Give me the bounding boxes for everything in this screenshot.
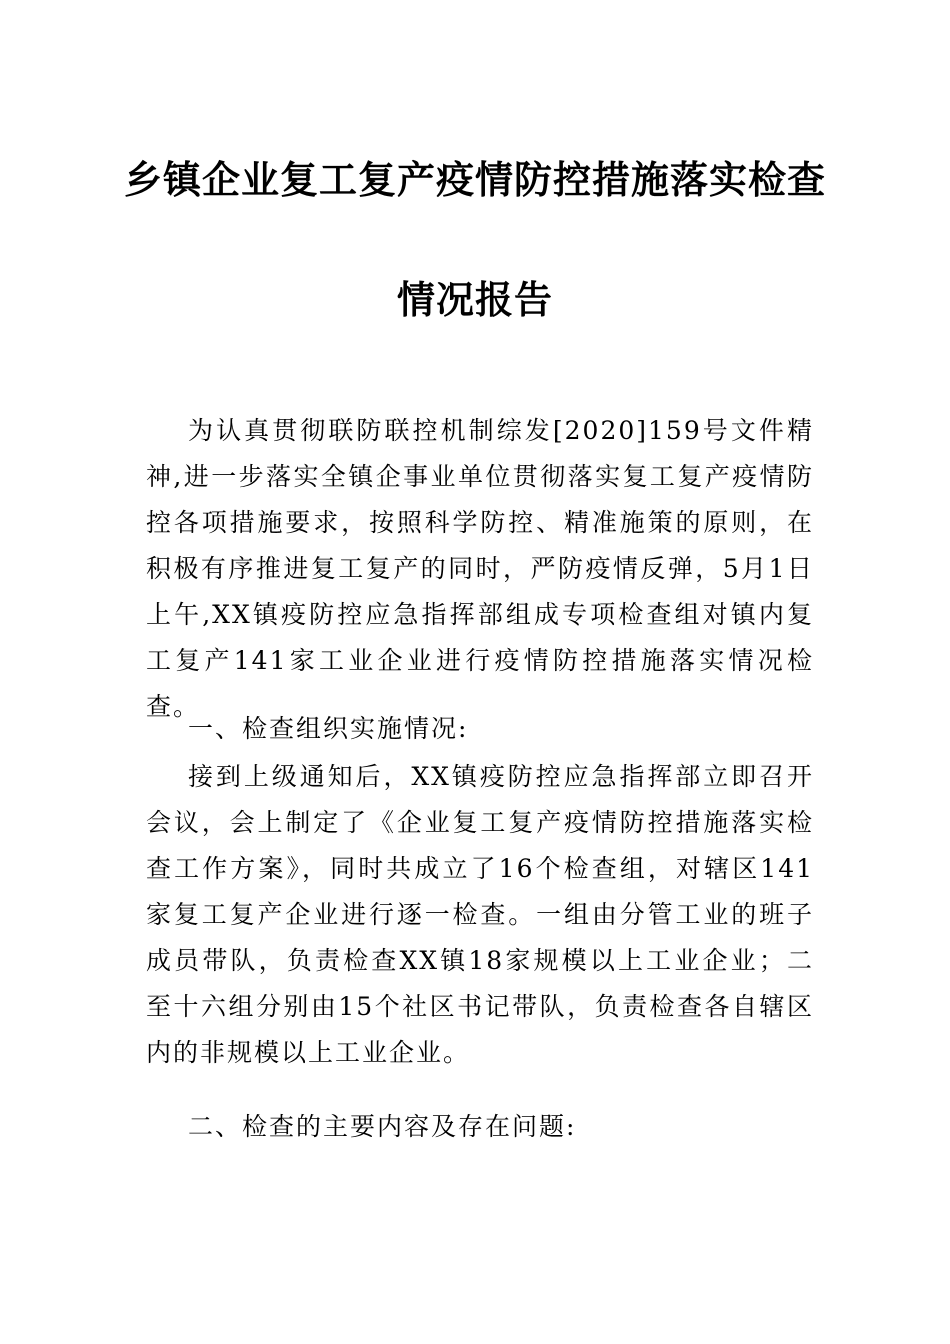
section-1-paragraph: 接到上级通知后，XX镇疫防控应急指挥部立即召开会议，会上制定了《企业复工复产疫情防控措施落实检查工作方案》，同时共成立了16个检查组，对辖区141家复工复产企业进行逐一检查。一组由分管工业的班子成员带队，负责检查XX镇18家规模以上工业企业；二至十六组分别由15个社区书记带队，负责检查各自辖区内的非规模以上工业企业。: [146, 762, 814, 1067]
document-title-line-1: 乡镇企业复工复产疫情防控措施落实检查: [123, 158, 826, 202]
document-title-line-2: 情况报告: [396, 278, 553, 322]
section-heading-2: 二、检查的主要内容及存在问题:: [188, 1112, 577, 1141]
intro-paragraph: 为认真贯彻联防联控机制综发[2020]159号文件精神,进一步落实全镇企事业单位贯彻落实复工复产疫情防控各项措施要求，按照科学防控、精准施策的原则，在积极有序推进复工复产的同时，严防疫情反弹，5月1日上午,XX镇疫防控应急指挥部组成专项检查组对镇内复工复产141家工业企业进行疫情防控措施落实情况检查。: [146, 416, 814, 721]
section-heading-1: 一、检查组织实施情况:: [188, 714, 469, 743]
